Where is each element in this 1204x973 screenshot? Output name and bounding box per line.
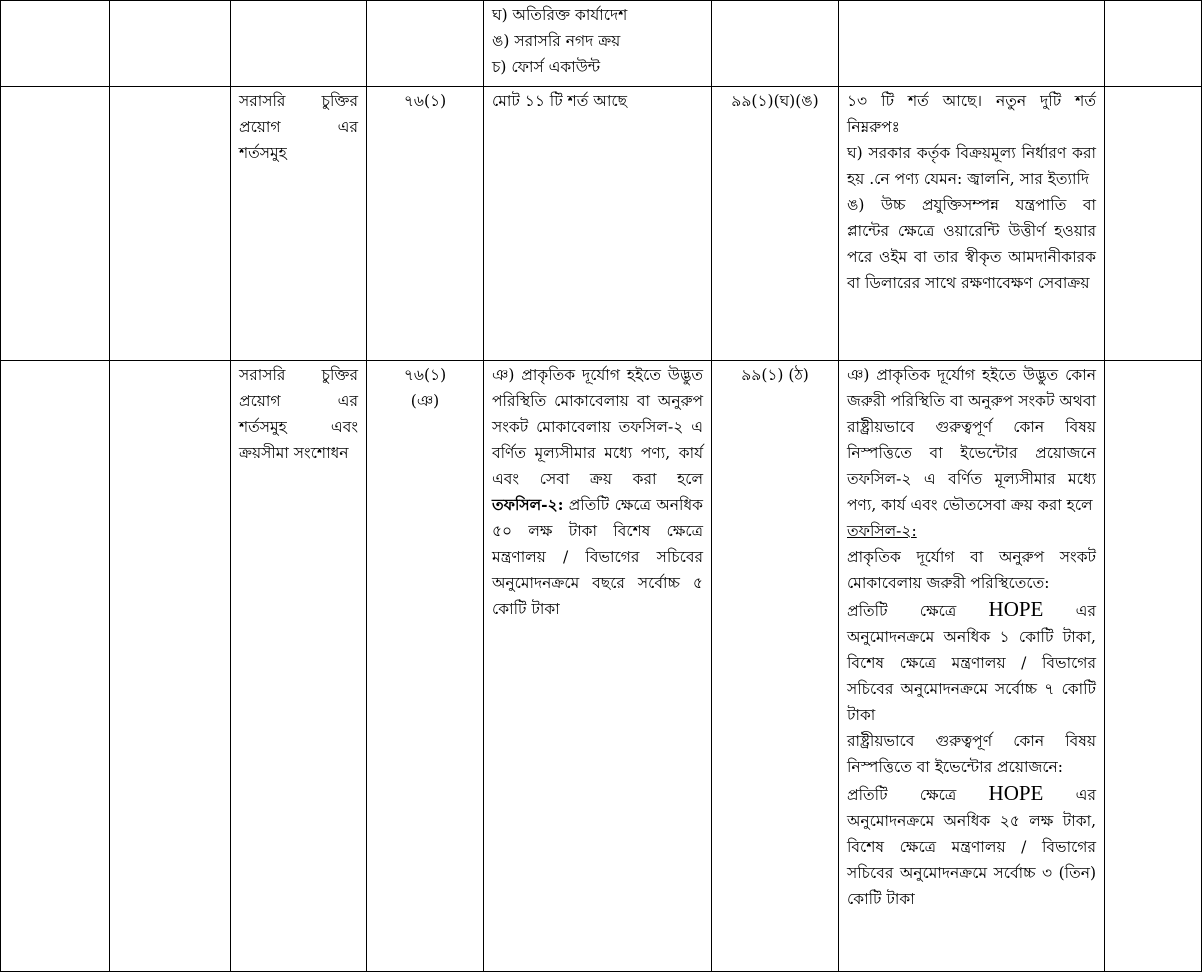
paragraph: প্রাকৃতিক দূর্যোগ বা অনুরুপ সংকট মোকাবেলায় জরুরী পরিস্থিতেতে: [847,548,1096,592]
hope-text: HOPE [988,781,1044,805]
text-fragment: এর অনুমোদনক্রমে অনধিক ২৫ লক্ষ টাকা, বিশেষ ক্ষেত্রে মন্ত্রণালয় / বিভাগের সচিবের অনুমোদনক্রমে সর্বোচ্চ ৩ (তিন) কোটি টাকা [847,786,1096,908]
text-fragment: প্রতিটি ক্ষেত্রে [847,786,989,804]
paragraph: ঘ) সরকার কর্তৃক বিক্রয়মূল্য নির্ধারণ করা হয় .নে পণ্য যেমন: জ্বালনি, সার ইত্যাদি [847,144,1096,188]
remarks-cell [1105,87,1202,361]
new-rule-text-cell [839,361,1105,972]
old-rule-ref-cell [367,361,484,972]
subject-cell: সরাসরি চুক্তির প্রয়োগ এর শর্তসমুহ এবং ক্রয়সীমা সংশোধন [231,361,367,972]
paragraph: ঞ) প্রাকৃতিক দূর্যোগ হইতে উদ্ভুত কোন জরুরী পরিস্থিতি বা অনুরুপ সংকট অথবা রাষ্ট্রীয়ভাবে গুরুত্বপূর্ণ কোন বিষয় নিস্পত্তিতে বা ইভেন্টোর প্রয়োজনে তফসিল-২ এ বর্ণিত মূল্যসীমার মধ্যে পণ্য, কার্য এবং ভৌতসেবা ক্রয় করা হলে [847,366,1096,514]
paragraph [847,780,1096,912]
serial-cell [1,1,110,87]
subject-cell [231,1,367,87]
category-cell [110,87,231,361]
new-rule-text-cell [839,1,1105,87]
new-rule-ref-cell: ৯৯(১) (ঠ) [712,361,839,972]
paragraph: প্রতিটি ক্ষেত্রে অনধিক ৫০ লক্ষ টাকা বিশেষ ক্ষেত্রে মন্ত্রণালয় / বিভাগের সচিবের অনুমোদনক্রমে বছরে সর্বোচ্চ ৫ কোটি টাকা [492,496,703,618]
old-rule-ref-cell: ৭৬(১) [367,87,484,361]
new-rule-text-cell [839,87,1105,361]
subject-cell: সরাসরি চুক্তির প্রয়োগ এর শর্তসমুহ [231,87,367,361]
old-rule-text-cell [484,361,712,972]
rule-ref-line: (ঞ) [410,392,440,410]
old-rule-ref-cell [367,1,484,87]
paragraph: ১৩ টি শর্ত আছে। নতুন দুটি শর্ত নিম্নরুপঃ [847,92,1096,136]
serial-cell [1,87,110,361]
text-line: চ) ফোর্স একাউন্ট [492,58,601,76]
paragraph: রাষ্ট্রীয়ভাবে গুরুত্বপূর্ণ কোন বিষয় নিস্পত্তিতে বা ইভেন্টোর প্রয়োজনে: [847,732,1096,776]
new-rule-ref-cell: ৯৯(১)(ঘ)(ঙ) [712,87,839,361]
table-row [1,361,1202,972]
text-fragment: এর অনুমোদনক্রমে অনধিক ১ কোটি টাকা, বিশেষ ক্ষেত্রে মন্ত্রণালয় / বিভাগের সচিবের অনুমোদনক্রমে সর্বোচ্চ ৭ কোটি টাকা [847,602,1096,724]
table-row [1,87,1202,361]
serial-cell [1,361,110,972]
paragraph: ঙ) উচ্চ প্রযুক্তিসম্পন্ন যন্ত্রপাতি বা প্লান্টের ক্ষেত্রে ওয়ারেন্টি উত্তীর্ণ হওয়ার পরে ওইম বা তার স্বীকৃত আমদানীকারক বা ডিলারের সাথে রক্ষণাবেক্ষণ সেবাক্রয় [847,196,1096,292]
paragraph [847,596,1096,728]
remarks-cell [1105,1,1202,87]
old-rule-text-cell [484,1,712,87]
old-rule-text-cell: মোট ১১ টি শর্ত আছে [484,87,712,361]
hope-text: HOPE [988,597,1044,621]
text-line: ঙ) সরাসরি নগদ ক্রয় [492,32,621,50]
table-row [1,1,1202,87]
category-cell [110,361,231,972]
rule-ref-line: ৭৬(১) [403,366,447,384]
schedule-label: তফসিল-২: [847,522,917,540]
text-fragment: প্রতিটি ক্ষেত্রে [847,602,989,620]
remarks-cell [1105,361,1202,972]
text-line: ঘ) অতিরিক্ত কার্যাদেশ [492,6,628,24]
category-cell [110,1,231,87]
paragraph: ঞ) প্রাকৃতিক দূর্যোগ হইতে উদ্ভুত পরিস্থিতি মোকাবেলায় বা অনুরুপ সংকট মোকাবেলায় তফসিল-২ এ বর্ণিত মূল্যসীমার মধ্যে পণ্য, কার্য এবং সেবা ক্রয় করা হলে [492,366,703,488]
schedule-label: তফসিল-২: [492,495,564,514]
new-rule-ref-cell [712,1,839,87]
